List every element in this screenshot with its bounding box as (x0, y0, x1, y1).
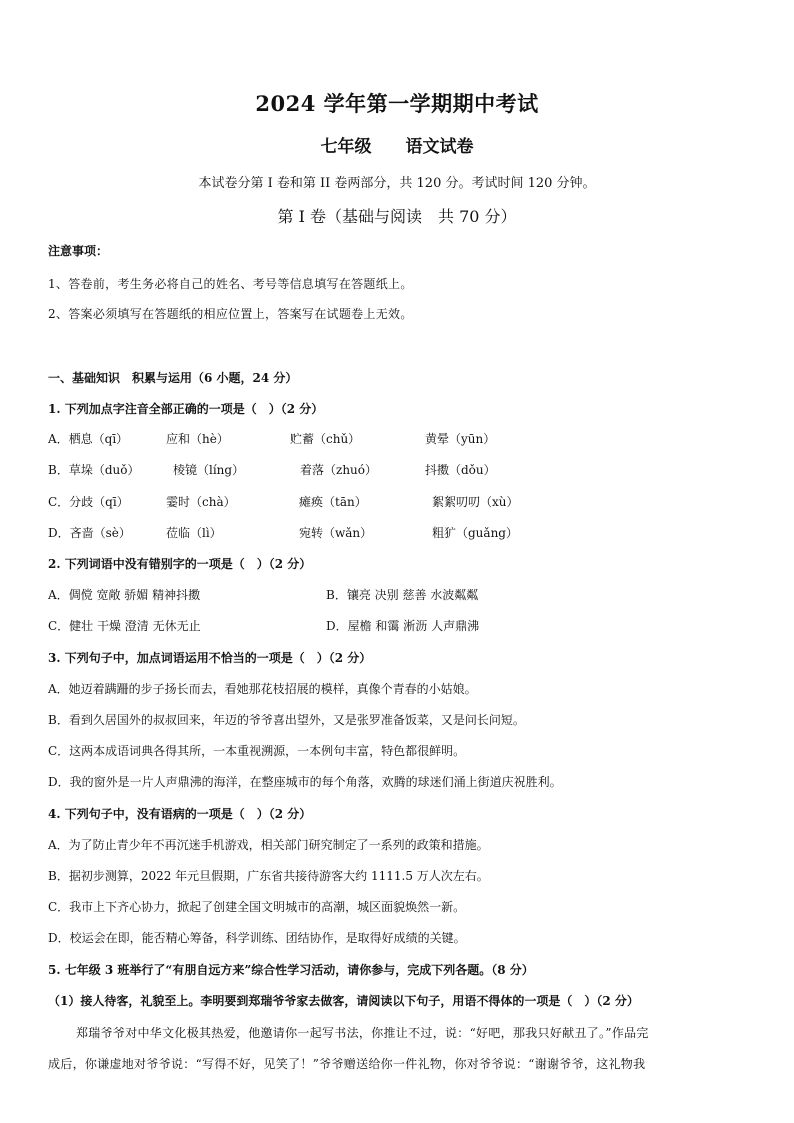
exam-title: 2024 学年第一学期期中考试 (255, 91, 539, 116)
option-c: C．这两本成语词典各得其所，一本重视溯源，一本例句丰富，特色都很鲜明。 (48, 744, 466, 758)
option-b-3: 着落（zhuó） (300, 463, 378, 477)
question-stem: 1. 下列加点字注音全部正确的一项是（ ）（2 分） (48, 402, 324, 416)
question-stem: 3. 下列句子中，加点词语运用不恰当的一项是（ ）（2 分） (48, 651, 372, 665)
option-d-4: 粗犷（guǎng） (432, 526, 518, 540)
option-a-4: 黄晕（yūn） (425, 432, 496, 446)
option-b-4: 抖擞（dǒu） (425, 463, 496, 477)
option-b: B．镶亮 决别 慈善 水波粼粼 (326, 588, 479, 602)
question-stem: 2. 下列词语中没有错别字的一项是（ ）（2 分） (48, 557, 312, 571)
option-a: A．倜傥 宽敞 骄媚 精神抖擞 (48, 588, 201, 602)
option-d: D．校运会在即，能否精心筹备，科学训练、团结协作，是取得好成绩的关键。 (48, 931, 466, 945)
option-a: A．她迈着蹒跚的步子扬长而去，看她那花枝招展的模样，真像个青春的小姑娘。 (48, 682, 477, 696)
option-d-3: 宛转（wǎn） (299, 526, 373, 540)
option-c-3: 瘫痪（tān） (299, 495, 367, 509)
sub-question: （1）接人待客，礼貌至上。李明要到郑瑞爷爷家去做客，请阅读以下句子，用语不得体的一项是（ ）（2 分） (48, 994, 639, 1008)
notes-heading: 注意事项： (48, 244, 109, 258)
exam-info: 本试卷分第 I 卷和第 II 卷两部分，共 120 分。考试时间 120 分钟。 (198, 176, 596, 191)
option-b: B．据初步测算，2022 年元旦假期，广东省共接待游客大约 1111.5 万人次左右。 (48, 869, 489, 883)
option-d: D．屋檐 和霭 淅沥 人声鼎沸 (326, 619, 480, 633)
passage-line: 郑瑞爷爷对中华文化极其热爱，他邀请你一起写书法，你推让不过，说：“好吧，那我只好献丑了。”作品完 (76, 1026, 649, 1040)
option-d: D．我的窗外是一片人声鼎沸的海洋，在整座城市的每个角落，欢腾的球迷们涌上街道庆祝胜利。 (48, 775, 562, 789)
option-c-4: 絮絮叨叨（xù） (432, 495, 519, 509)
question-stem: 4. 下列句子中，没有语病的一项是（ ）（2 分） (48, 807, 312, 821)
section-heading: 一、基础知识 积累与运用（6 小题，24 分） (48, 371, 298, 385)
grade-label: 七年级 (320, 137, 372, 157)
note-item: 2、答案必须填写在答题纸的相应位置上，答案写在试题卷上无效。 (48, 307, 413, 321)
option-c: C．健壮 干燥 澄清 无休无止 (48, 619, 201, 633)
passage-line: 成后，你谦虚地对爷爷说：“写得不好，见笑了！”爷爷赠送给你一件礼物，你对爷爷说：“谢谢爷爷，这礼物我 (48, 1057, 646, 1071)
option-c-1: C．分歧（qī） (48, 495, 129, 509)
option-c: C．我市上下齐心协力，掀起了创建全国文明城市的高潮，城区面貌焕然一新。 (48, 900, 466, 914)
question-stem: 5. 七年级 3 班举行了“有朋自远方来”综合性学习活动，请你参与，完成下列各题。（8 分） (48, 963, 534, 977)
option-b: B．看到久居国外的叔叔回来，年迈的爷爷喜出望外，又是张罗准备饭菜，又是问长问短。 (48, 713, 525, 727)
option-b-1: B．草垛（duǒ） (48, 463, 140, 477)
option-d-1: D．吝啬（sè） (48, 526, 131, 540)
volume-heading: 第 I 卷（基础与阅读 共 70 分） (277, 207, 517, 226)
option-a: A．为了防止青少年不再沉迷手机游戏，相关部门研究制定了一系列的政策和措施。 (48, 838, 489, 852)
option-a-2: 应和（hè） (166, 432, 229, 446)
option-c-2: 霎时（chà） (166, 495, 236, 509)
option-b-2: 棱镜（líng） (173, 463, 245, 477)
subject-label: 语文试卷 (405, 137, 474, 157)
option-a-3: 贮蓄（chǔ） (290, 432, 361, 446)
note-item: 1、答卷前，考生务必将自己的姓名、考号等信息填写在答题纸上。 (48, 277, 413, 291)
option-a-1: A．栖息（qī） (48, 432, 129, 446)
exam-subtitle (0, 132, 794, 157)
option-d-2: 莅临（lì） (166, 526, 222, 540)
